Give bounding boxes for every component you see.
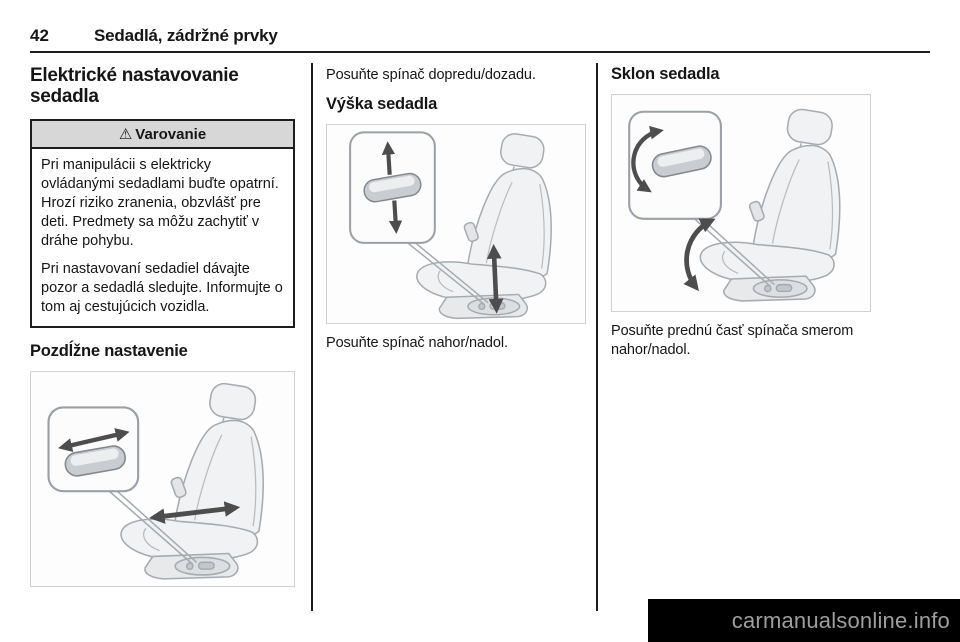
longitudinal-instruction-text: Posuňte spínač dopredu/dozadu. (326, 67, 536, 83)
warning-box-body (32, 149, 293, 326)
figure-seat-tilt-adjustment (611, 94, 871, 312)
seat-height-arrow-icon (494, 248, 497, 309)
figure-seat-height-adjustment (326, 124, 586, 324)
seat-drawing (417, 132, 551, 318)
seat-drawing (121, 382, 263, 579)
warning-triangle-icon: ⚠ (118, 125, 133, 143)
content-columns (30, 63, 930, 611)
warning-box-header (32, 121, 293, 149)
warning-paragraph-1: Pri manipulácii s elektricky ovládanými sedadlami buďte opatrní. Hrozí riziko zranenia, obzvlášť pre deti. Predmety sa môžu zachytiť v dráhe pohybu. (41, 157, 279, 249)
subsection-heading-seat-height: Výška sedadla (326, 95, 438, 113)
column-right (596, 63, 881, 611)
section-heading-electric-seat-adjustment: Elektrické nastavovanie sedadla (30, 65, 239, 107)
column-middle (311, 63, 596, 611)
page-header (30, 0, 930, 53)
seat-longitudinal-illustration (31, 372, 294, 586)
page-number: 42 (30, 26, 49, 45)
down-arrow-icon (394, 201, 396, 230)
tilt-instruction-text: Posuňte prednú časť spínača smerom nahor/nadol. (611, 323, 854, 358)
warning-paragraph-2: Pri nastavovaní sedadiel dávajte pozor a sedadlá sledujte. Informujte o tom aj cestujúcich vozidla. (41, 261, 283, 315)
seat-tilt-illustration (612, 95, 870, 311)
subsection-heading-seat-tilt: Sklon sedadla (611, 65, 720, 83)
subsection-heading-longitudinal: Pozdĺžne nastavenie (30, 342, 188, 360)
height-instruction-text: Posuňte spínač nahor/nadol. (326, 335, 508, 351)
warning-box (30, 119, 295, 328)
up-arrow-icon (388, 145, 390, 174)
seat-height-illustration (327, 125, 585, 323)
warning-title: Varovanie (135, 126, 207, 143)
chapter-title: Sedadlá, zádržné prvky (94, 26, 278, 45)
figure-seat-longitudinal-adjustment (30, 371, 295, 587)
watermark: carmanualsonline.info (648, 599, 960, 642)
column-left (30, 63, 311, 611)
